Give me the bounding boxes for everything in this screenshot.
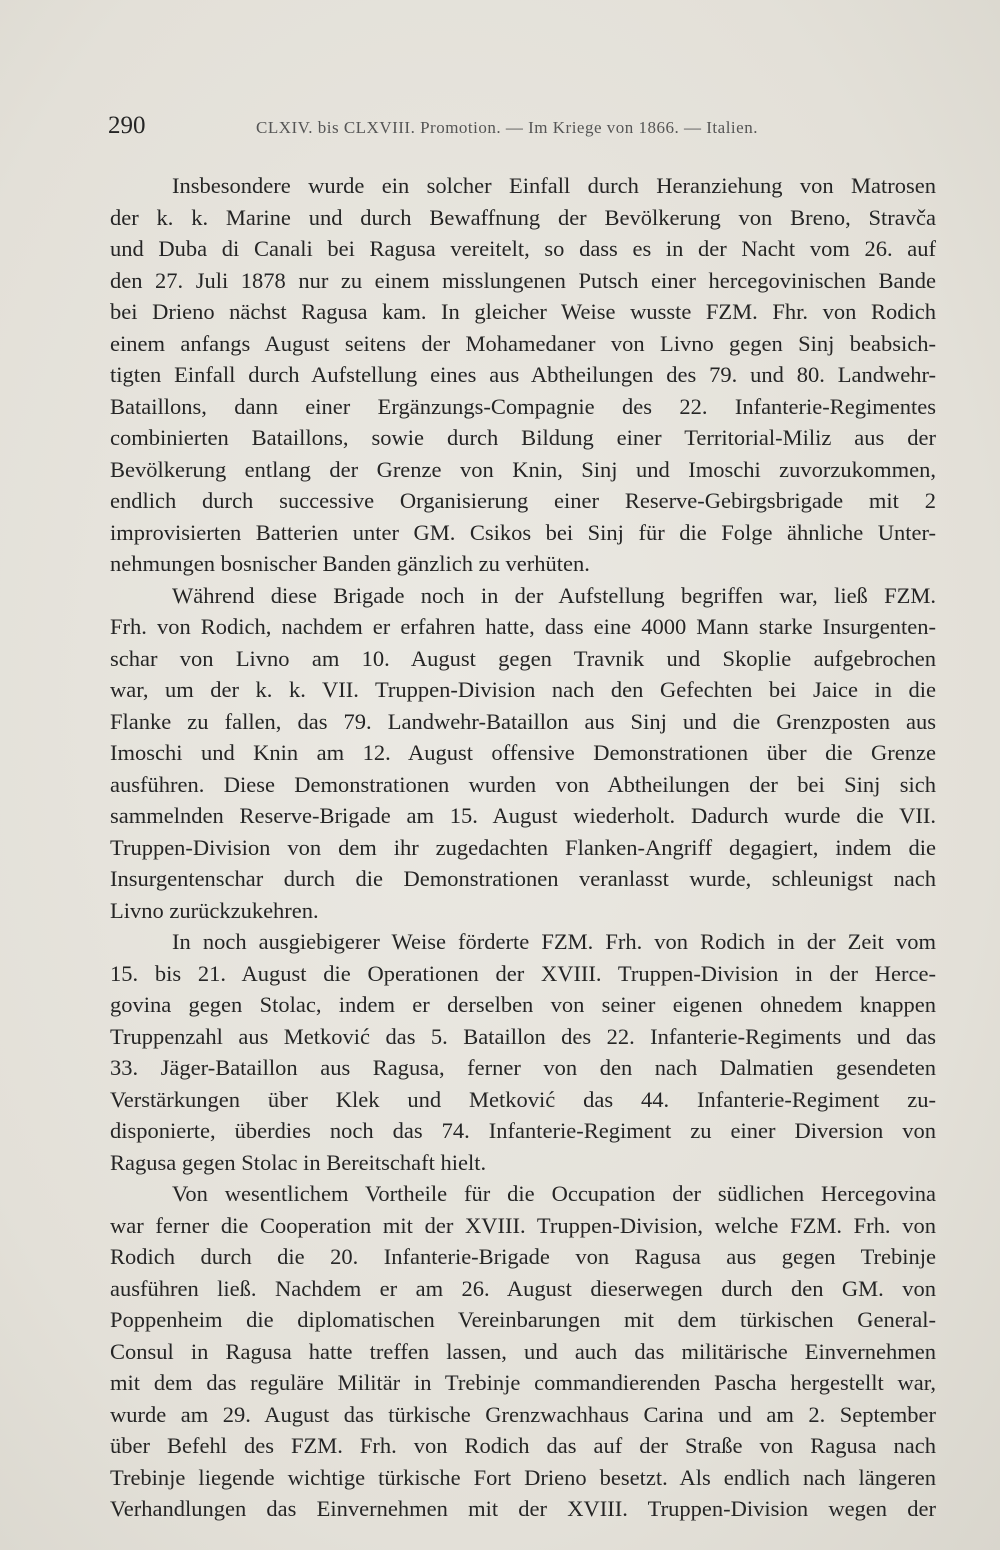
text-line: Frh. von Rodich, nachdem er erfahren hatte, dass eine 4000 Mann starke Insurgenten- [110, 614, 936, 639]
text-line: sammelnden Reserve-Brigade am 15. August wiederholt. Dadurch wurde die VII. [110, 803, 936, 828]
text-line: wurde am 29. August das türkische Grenzwachhaus Carina und am 2. September [110, 1401, 936, 1427]
body-text [110, 170, 936, 1525]
text-line: Consul in Ragusa hatte treffen lassen, und auch das militärische Einvernehmen [110, 1338, 936, 1364]
text-line: Rodich durch die 20. Infanterie-Brigade von Ragusa aus gegen Trebinje [110, 1244, 936, 1269]
text-line: nehmungen bosnischer Banden gänzlich zu verhüten. [110, 551, 590, 576]
text-line: Trebinje liegende wichtige türkische Fort Drieno besetzt. Als endlich nach längeren [110, 1464, 936, 1490]
text-line: mit dem das reguläre Militär in Trebinje commandierenden Pascha hergestellt war, [110, 1370, 936, 1395]
text-line: 15. bis 21. August die Operationen der XVIII. Truppen-Division in der Herce- [110, 960, 936, 986]
text-line: war, um der k. k. VII. Truppen-Division nach den Gefechten bei Jaice in die [110, 677, 936, 702]
text-line: Livno zurückzukehren. [110, 897, 319, 923]
text-line: Truppen-Division von dem ihr zugedachten Flanken-Angriff degagiert, indem die [110, 834, 936, 860]
text-line: und Duba di Canali bei Ragusa vereitelt, so dass es in der Nacht vom 26. auf [110, 236, 936, 261]
text-line: Insurgentenschar durch die Demonstrationen veranlasst wurde, schleunigst nach [110, 866, 936, 891]
text-line: Poppenheim die diplomatischen Vereinbarungen mit dem türkischen General- [110, 1307, 936, 1332]
text-line: Ragusa gegen Stolac in Bereitschaft hielt. [110, 1149, 487, 1175]
text-line: Flanke zu fallen, das 79. Landwehr-Bataillon aus Sinj und die Grenzposten aus [110, 708, 936, 734]
text-line: ausführen ließ. Nachdem er am 26. August dieserwegen durch den GM. von [110, 1275, 936, 1301]
text-line: der k. k. Marine und durch Bewaffnung der Bevölkerung von Breno, Stravča [110, 204, 936, 230]
text-line: In noch ausgiebigerer Weise förderte FZM. Frh. von Rodich in der Zeit vom [172, 929, 936, 954]
text-line: disponierte, überdies noch das 74. Infanterie-Regiment zu einer Diversion von [110, 1118, 936, 1143]
text-line: combinierten Bataillons, sowie durch Bildung einer Territorial-Miliz aus der [110, 425, 936, 450]
page-number: 290 [108, 112, 146, 139]
text-line: endlich durch successive Organisierung einer Reserve-Gebirgsbrigade mit 2 [110, 488, 936, 513]
text-line: Von wesentlichem Vortheile für die Occupation der südlichen Hercegovina [172, 1181, 936, 1206]
text-line: schar von Livno am 10. August gegen Travnik und Skoplie aufgebrochen [110, 645, 936, 671]
text-line: über Befehl des FZM. Frh. von Rodich das auf der Straße von Ragusa nach [110, 1433, 936, 1458]
text-line: Während diese Brigade noch in der Aufstellung begriffen war, ließ FZM. [172, 582, 936, 608]
text-line: improvisierten Batterien unter GM. Csikos bei Sinj für die Folge ähnliche Unter- [110, 519, 936, 545]
text-line: Imoschi und Knin am 12. August offensive Demonstrationen über die Grenze [110, 740, 936, 765]
text-line: govina gegen Stolac, indem er derselben von seiner eigenen ohnedem knappen [110, 992, 936, 1017]
text-line: einem anfangs August seitens der Mohamedaner von Livno gegen Sinj beabsich- [110, 330, 936, 356]
text-line: bei Drieno nächst Ragusa kam. In gleicher Weise wusste FZM. Fhr. von Rodich [110, 299, 936, 324]
text-line: tigten Einfall durch Aufstellung eines aus Abtheilungen des 79. und 80. Landwehr- [110, 362, 936, 387]
text-line: war ferner die Cooperation mit der XVIII. Truppen-Division, welche FZM. Frh. von [110, 1212, 936, 1238]
text-line: Bevölkerung entlang der Grenze von Knin, Sinj und Imoschi zuvorzukommen, [110, 456, 936, 482]
text-line: Verhandlungen das Einvernehmen mit der XVIII. Truppen-Division wegen der [110, 1496, 936, 1521]
text-line: Verstärkungen über Klek und Metković das 44. Infanterie-Regiment zu- [110, 1086, 936, 1112]
page-header [108, 106, 938, 146]
text-line: Bataillons, dann einer Ergänzungs-Compagnie des 22. Infanterie-Regimentes [110, 393, 936, 419]
running-title: CLXIV. bis CLXVIII. Promotion. — Im Kriege von 1866. — Italien. [256, 118, 758, 137]
text-line: 33. Jäger-Bataillon aus Ragusa, ferner von den nach Dalmatien gesendeten [110, 1055, 936, 1080]
text-line: den 27. Juli 1878 nur zu einem misslungenen Putsch einer hercegovinischen Bande [110, 267, 936, 293]
text-line: ausführen. Diese Demonstrationen wurden von Abtheilungen der bei Sinj sich [110, 771, 936, 797]
text-line: Insbesondere wurde ein solcher Einfall durch Heranziehung von Matrosen [172, 173, 936, 198]
text-line: Truppenzahl aus Metković das 5. Bataillon des 22. Infanterie-Regiments und das [110, 1023, 936, 1049]
